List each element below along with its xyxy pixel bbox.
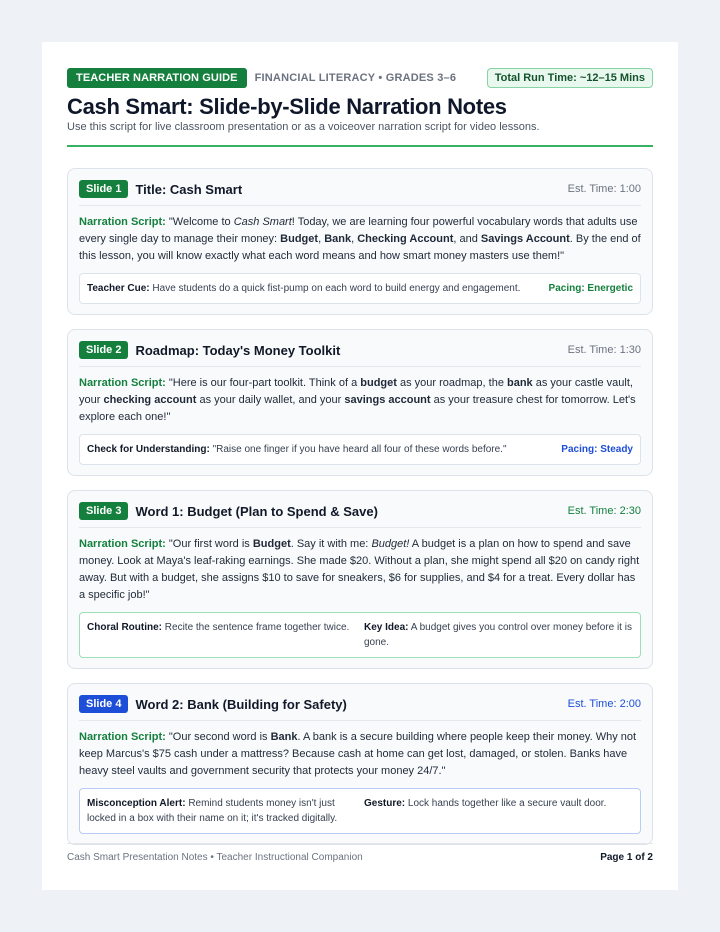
note-text: Have students do a quick fist-pump on each word to build energy and engagement.: [152, 283, 521, 294]
narration-page: [42, 42, 678, 890]
vocab-word: savings account: [344, 394, 431, 406]
est-time: Est. Time: 1:30: [567, 344, 641, 356]
narration-emphasis: Cash Smart: [233, 216, 292, 228]
vocab-word: Budget: [280, 233, 319, 245]
vocab-word: Budget: [252, 538, 291, 550]
narration-text: "Here is our four-part toolkit. Think of a: [168, 377, 361, 389]
note-label: Check for Understanding:: [87, 444, 210, 455]
gesture-note: [364, 796, 633, 811]
narration-text: "Our first word is: [168, 538, 253, 550]
note-text: "Raise one finger if you have heard all four of these words before.": [212, 444, 507, 455]
slide-title: Title: Cash Smart: [135, 181, 243, 197]
slide-card-header: [79, 340, 641, 360]
narration-text: "Welcome to: [168, 216, 234, 228]
narration-label: Narration Script:: [79, 216, 166, 228]
narration-text: ! Today, we are learning four powerful vocabulary words that adults use every single day to manage their money:: [79, 216, 638, 245]
slide-card-header: [79, 501, 641, 521]
narration-text: as your daily wallet, and your: [196, 394, 345, 406]
vocab-word: Checking Account: [357, 233, 454, 245]
narration-text: , and: [453, 233, 481, 245]
narration-script: [79, 536, 641, 604]
misconception-box: [79, 788, 641, 834]
slide-badge: Slide 2: [79, 341, 128, 359]
narration-label: Narration Script:: [79, 538, 166, 550]
slide-card-1: [67, 168, 653, 315]
note-text: Recite the sentence frame together twice.: [164, 622, 350, 633]
vocab-word: checking account: [103, 394, 197, 406]
est-time: Est. Time: 1:00: [567, 183, 641, 195]
narration-text: . Say it with me:: [290, 538, 372, 550]
narration-emphasis: Budget!: [371, 538, 410, 550]
vocab-word: budget: [360, 377, 397, 389]
narration-text: ,: [351, 233, 358, 245]
misconception-alert: [87, 796, 364, 826]
note-label: Teacher Cue:: [87, 283, 150, 294]
narration-text: ,: [318, 233, 325, 245]
narration-text: A budget is a plan on how to spend and save money. Look at Maya's leaf-raking earnings. She made $20. Without a plan, she might spend all $20 on candy right away. But with a budget, she assigns $10 to save for sneakers, $6 for supplies, and $4 for a treat. Every dollar has a specific job!": [79, 538, 640, 601]
narration-text: as your treasure chest for tomorrow. Let's explore each one!": [79, 394, 636, 423]
narration-text: as your castle vault, your: [79, 377, 633, 406]
vocab-word: Savings Account: [480, 233, 570, 245]
narration-text: . By the end of this lesson, you will know exactly what each word means and how smart money masters use them!": [79, 233, 641, 262]
narration-script: [79, 214, 641, 265]
narration-label: Narration Script:: [79, 377, 166, 389]
note-label: Choral Routine:: [87, 622, 162, 633]
slide-card-header: [79, 694, 641, 714]
page-subtitle: Use this script for live classroom presentation or as a voiceover narration script for video lessons.: [67, 121, 540, 133]
slide-badge: Slide 4: [79, 695, 128, 713]
choral-routine: [87, 620, 364, 635]
note-label: Key Idea:: [364, 622, 409, 633]
note-label: Gesture:: [364, 798, 406, 809]
narration-text: . A bank is a secure building where people keep their money. Why not keep Marcus's $75 cash under a mattress? Because cash at home can get lost, damaged, or stolen. Banks have heavy steel vaults and government security that protects your money 24/7.": [79, 731, 637, 777]
narration-script: [79, 375, 641, 426]
pacing-label: Pacing: Steady: [561, 444, 633, 455]
narration-label: Narration Script:: [79, 731, 166, 743]
slide-title: Roadmap: Today's Money Toolkit: [135, 342, 341, 358]
note-text: A budget gives you control over money before it is gone.: [364, 622, 632, 648]
understanding-check-box: [79, 434, 641, 465]
slide-card-header: [79, 179, 641, 199]
slide-card-3: [67, 490, 653, 669]
card-divider: [79, 205, 641, 206]
note-label: Misconception Alert:: [87, 798, 186, 809]
card-divider: [79, 720, 641, 721]
narration-text: "Our second word is: [168, 731, 271, 743]
key-idea: [364, 620, 633, 650]
note-content: [87, 442, 507, 457]
slide-title: Word 2: Bank (Building for Safety): [135, 696, 347, 712]
page-footer: [67, 843, 653, 863]
vocab-word: Bank: [270, 731, 298, 743]
slide-card-2: [67, 329, 653, 476]
teacher-cue-box: [79, 273, 641, 304]
vocab-word: Bank: [324, 233, 352, 245]
guide-badge: TEACHER NARRATION GUIDE: [67, 68, 247, 88]
narration-text: as your roadmap, the: [396, 377, 507, 389]
header-divider: [67, 145, 653, 147]
header-topline: [67, 68, 653, 88]
card-divider: [79, 366, 641, 367]
page-title: Cash Smart: Slide-by-Slide Narration Notes: [67, 94, 507, 119]
est-time: Est. Time: 2:00: [567, 698, 641, 710]
narration-script: [79, 729, 641, 780]
note-content: [87, 281, 520, 296]
subject-label: FINANCIAL LITERACY • GRADES 3–6: [254, 72, 457, 84]
slide-card-4: [67, 683, 653, 845]
page-number: Page 1 of 2: [600, 852, 653, 863]
note-text: Lock hands together like a secure vault door.: [407, 798, 607, 809]
footer-text: Cash Smart Presentation Notes • Teacher Instructional Companion: [67, 852, 363, 863]
est-time: Est. Time: 2:30: [567, 505, 641, 517]
pacing-label: Pacing: Energetic: [548, 283, 633, 294]
note-text: Remind students money isn't just locked in a box with their name on it; it's tracked digitally.: [87, 798, 338, 824]
routine-box: [79, 612, 641, 658]
vocab-word: bank: [507, 377, 533, 389]
slide-title: Word 1: Budget (Plan to Spend & Save): [135, 503, 378, 519]
slide-badge: Slide 1: [79, 180, 128, 198]
runtime-badge: Total Run Time: ~12–15 Mins: [487, 68, 653, 88]
slide-badge: Slide 3: [79, 502, 128, 520]
card-divider: [79, 527, 641, 528]
